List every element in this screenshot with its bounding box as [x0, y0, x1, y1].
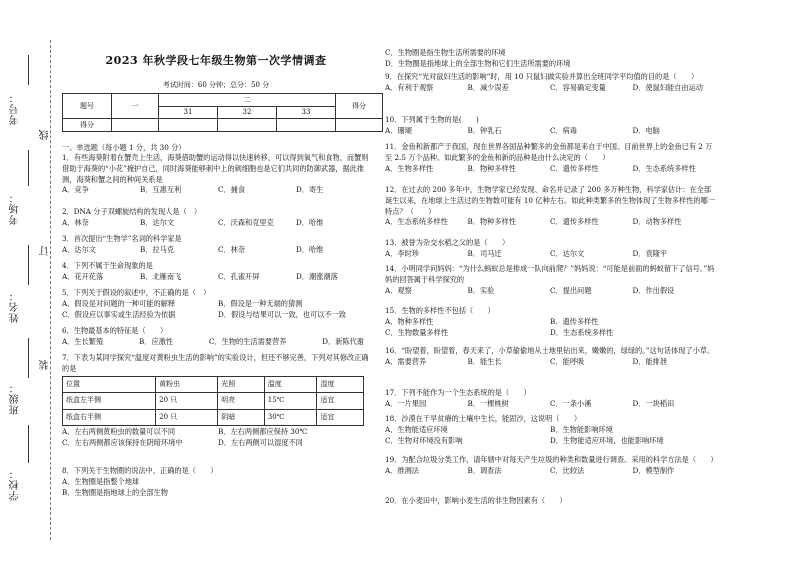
question-8: [62, 466, 374, 498]
question-stem: 17．下列不能作为一个生态系统的是（ ）: [385, 388, 531, 397]
option-d[interactable]: D．一块稻田: [632, 398, 675, 408]
option-d[interactable]: D．模型制作: [632, 465, 675, 475]
table-cell: 30℃: [264, 409, 317, 426]
option-c[interactable]: C．提出问题: [550, 285, 592, 295]
option-a[interactable]: A．达尔文: [62, 244, 96, 254]
score-cell[interactable]: [336, 119, 383, 132]
option-c[interactable]: C．生物圈是指生物生活所需要的环境: [385, 48, 506, 57]
option-d[interactable]: D．袁隆平: [632, 248, 668, 258]
question-stem: 11．金鱼和新都产于我国，现在世界各国品种繁多的金鱼都是来自于中国。目前世界上的金鱼已有 2 万至 2.5 万个品种。如此繁多的金鱼和新的品种是由什么决定的（ ）: [385, 142, 713, 162]
fold-char-line: 线: [40, 130, 51, 140]
option-c[interactable]: C．生物的生活需要营养: [209, 336, 287, 346]
question-17: [385, 388, 715, 410]
seat-label: 考场：: [10, 192, 21, 225]
option-c[interactable]: C．比较法: [550, 465, 585, 475]
question-stem: 5．下列关于假设的叙述中，不正确的是（ ）: [62, 288, 211, 297]
score-header-tihao: 题号: [63, 94, 112, 119]
question-13: [385, 238, 715, 260]
option-c[interactable]: C．孔雀开屏: [218, 271, 260, 281]
question-stem: 20．在小麦田中，影响小麦生活的非生物因素有（ ）: [385, 496, 567, 505]
option-c[interactable]: C．病毒: [550, 125, 578, 135]
table-cell: 纸盒左半侧: [63, 393, 156, 410]
fold-char-bind: 订: [40, 246, 51, 256]
question-stem: 7．下表为某同学探究“温度对黄粉虫生活的影响”的实验设计，但还不够完善，下列对其修改正确的是: [62, 353, 369, 373]
table-cell: 纸盒右半侧: [63, 409, 156, 426]
question-16: [385, 346, 715, 368]
option-b[interactable]: B．物种多样性: [467, 163, 516, 173]
option-a[interactable]: A．竞争: [62, 185, 89, 195]
question-stem: 12．在过去的 200 多年中，生物学家已经发现、命名并记录了 200 多万种生物，科学家估计：在全部诞生以来，在地球上生活过的生物数可能有 10 亿种左右。如此种类繁多的生物体现了生物多样性的哪一特点？（ ）: [385, 185, 715, 216]
option-a[interactable]: A．生态系统多样性: [385, 217, 448, 227]
score-row-label: 得分: [63, 119, 112, 132]
score-header-er: 二: [159, 94, 336, 107]
option-d[interactable]: D．新陈代谢: [322, 336, 364, 346]
option-d[interactable]: D．潮涨潮落: [296, 271, 338, 281]
question-19: [385, 455, 718, 477]
question-8-continued: [385, 48, 715, 70]
option-d[interactable]: D．使鼠妇能自由运动: [632, 82, 703, 92]
name-label: 姓名：: [10, 290, 21, 323]
table-cell: 20 只: [156, 393, 218, 410]
question-stem: 8．下列关于生物圈的说法中，正确的是（ ）: [62, 466, 218, 475]
option-c[interactable]: C．生物对环境没有影响: [385, 435, 463, 445]
option-b[interactable]: B．拉马克: [140, 244, 175, 254]
question-stem: 14．小明同学问妈妈：“为什么蚂蚁总是排成一队向前爬？”妈妈说：“可能是前面的蚂蚁留下了信号。”妈妈的回答属于科学探究的: [385, 264, 715, 284]
score-cell[interactable]: [159, 119, 218, 132]
binding-margin: [0, 0, 60, 562]
option-a[interactable]: A．生物多样性: [385, 163, 434, 173]
experiment-table: [62, 376, 364, 427]
question-9: [385, 72, 715, 94]
question-1: [62, 153, 374, 196]
option-a[interactable]: A．一片果园: [385, 398, 427, 408]
option-a[interactable]: A．推测法: [385, 465, 419, 475]
question-7: [62, 353, 374, 449]
class-label: 班级：: [10, 382, 21, 415]
option-b[interactable]: B．物种多样性: [467, 217, 516, 227]
option-b[interactable]: B．生物能影响环境: [550, 424, 613, 434]
score-col-32: 32: [218, 106, 277, 119]
table-cell: 明亮: [218, 393, 265, 410]
question-11: [385, 142, 715, 174]
option-d[interactable]: D．假设与结果可以一致，也可以不一致: [218, 309, 346, 319]
school-label: 学校：: [10, 468, 21, 501]
option-a[interactable]: A．物种多样性: [385, 316, 434, 326]
option-c[interactable]: C．林奈: [218, 244, 246, 254]
exam-subtitle: 考试时间：60 分钟；总分：50 分: [162, 81, 270, 89]
question-stem: 1．有些海葵附着在蟹壳上生活，海葵借助蟹的运动得以快速转移，可以得到氧气和食物，而蟹则借助于海葵的“小花”掩护自己，同时海葵能够刺中上的刺细胞也是它们共同的防御武器，据此推测，海葵和蟹之间的种间关系是: [62, 153, 369, 184]
option-d[interactable]: D．生态系统多样性: [550, 327, 614, 337]
option-d[interactable]: D．生物能适应环境，也能影响环境: [550, 435, 664, 445]
option-b[interactable]: B．北雁南飞: [140, 271, 182, 281]
option-d[interactable]: D．作出假设: [632, 285, 675, 295]
question-10: [385, 115, 715, 137]
option-c[interactable]: C．假设应以事实或生活经验为依据: [62, 309, 176, 319]
seat-line: [28, 150, 29, 186]
question-stem: 18．沙漠在干旱贫瘠的土壤中生长，能固沙，这说明（ ）: [385, 414, 582, 423]
option-b[interactable]: B．互惠互利: [140, 185, 182, 195]
table-header: 湿度: [317, 376, 364, 393]
option-c[interactable]: C．容易确定变量: [550, 82, 606, 92]
option-a[interactable]: A．生长繁殖: [62, 336, 104, 346]
score-cell[interactable]: [112, 119, 159, 132]
option-b[interactable]: B．假设是一种无端的猜测: [218, 298, 303, 308]
option-b[interactable]: B．减少误差: [467, 82, 509, 92]
option-a[interactable]: A．生物圈是指整个地球: [62, 476, 140, 486]
option-b[interactable]: B．左右两侧都应保持 30℃: [218, 427, 308, 437]
question-5: [62, 288, 374, 320]
score-header-defen: 得分: [336, 94, 383, 119]
section-heading: 一、单选题（每小题 1 分，共 30 分）: [62, 143, 186, 152]
score-cell[interactable]: [218, 119, 277, 132]
option-b[interactable]: B．达尔文: [140, 217, 175, 227]
table-cell: 15℃: [264, 393, 317, 410]
option-b[interactable]: B．一棵桃树: [467, 398, 509, 408]
table-header: 位置: [63, 376, 156, 393]
table-cell: 阴暗: [218, 409, 265, 426]
question-4: [62, 261, 374, 283]
option-b[interactable]: B．钟乳石: [467, 125, 502, 135]
option-d[interactable]: D．动物多样性: [632, 217, 682, 227]
option-d[interactable]: D．寄生: [296, 185, 324, 195]
question-12: [385, 185, 715, 228]
option-b[interactable]: B．调查法: [467, 465, 502, 475]
option-d[interactable]: D．生物圈是指地球上的全部生物和它们生活所需要的环境: [385, 58, 571, 68]
option-d[interactable]: D．哈维: [296, 217, 324, 227]
exam-title: 2023 年秋学段七年级生物第一次学情调查: [105, 54, 327, 67]
option-a[interactable]: A．假设是对问题的一种可能的解释: [62, 298, 176, 308]
question-stem: 10．下列属于生物的是( ): [385, 115, 479, 124]
option-c[interactable]: C．生物数量多样性: [385, 327, 449, 337]
score-table: [62, 93, 383, 132]
table-header: 光照: [218, 376, 265, 393]
question-stem: 16．“盼望着，盼望着，春天来了，小草偷偷地从土地里钻出来，嫩嫩的，绿绿的。”这句话体现了小草。: [385, 346, 715, 355]
question-stem: 15．生物的多样性不包括（ ）: [385, 306, 495, 315]
exam-number-label: 考号：: [10, 92, 21, 125]
option-b[interactable]: B．遗传多样性: [550, 316, 599, 326]
question-6: [62, 326, 374, 348]
option-a[interactable]: A．需要营养: [385, 356, 427, 366]
table-cell: 适宜: [317, 393, 364, 410]
question-stem: 6．生物最基本的特征是（ ）: [62, 326, 168, 335]
option-d[interactable]: D．电脑: [632, 125, 660, 135]
option-c[interactable]: C．能呼吸: [550, 356, 585, 366]
question-stem: 3．首次提出“生物学”名词的科学家是: [62, 234, 182, 243]
score-col-31: 31: [159, 106, 218, 119]
question-18: [385, 414, 715, 446]
option-d[interactable]: D．生态系统多样性: [632, 163, 696, 173]
option-a[interactable]: A．珊瑚: [385, 125, 412, 135]
option-a[interactable]: A．有利于观察: [385, 82, 434, 92]
option-b[interactable]: B．应激性: [139, 336, 174, 346]
score-col-33: 33: [277, 106, 336, 119]
table-header: 温度: [264, 376, 317, 393]
option-a[interactable]: A．左右两侧黄粉虫的数量可以不同: [62, 427, 176, 437]
option-c[interactable]: C．左右两侧都应该保持在阴暗环境中: [62, 437, 183, 447]
option-b[interactable]: B．能生长: [467, 356, 502, 366]
option-a[interactable]: A．李时珍: [385, 248, 419, 258]
question-stem: 9．在探究“光对鼠妇生活的影响”时，用 10 只鼠妇做实验并算出全班同学平均值的目的是（ ）: [385, 72, 699, 81]
question-15: [385, 306, 715, 338]
question-stem: 19．为配合垃圾分类工作，请年辖中对每天产生垃圾的种类和数量进行调查。采用的科学方法是（ ）: [385, 455, 718, 464]
option-d[interactable]: D．哈维: [296, 244, 324, 254]
score-header-yi: 一: [112, 94, 159, 119]
option-b[interactable]: B．生物圈是指地球上的全部生物: [62, 487, 168, 497]
fold-char-fold: 装: [40, 360, 51, 370]
option-d[interactable]: D．左右两侧可以湿度不同: [218, 437, 303, 447]
question-14: [385, 264, 715, 296]
question-2: [62, 207, 374, 229]
option-a[interactable]: A．观察: [385, 285, 412, 295]
exam-number-line: [28, 55, 29, 85]
option-c[interactable]: C．捕食: [218, 185, 246, 195]
question-stem: 2．DNA 分子双螺旋结构的发现人是（ ）: [62, 207, 202, 216]
question-stem: 4．下列不属于生命现象的是: [62, 261, 153, 270]
question-3: [62, 234, 374, 256]
question-stem: 13．被誉为杂交水稻之父的是（ ）: [385, 238, 510, 247]
option-a[interactable]: A．林奈: [62, 217, 89, 227]
question-20: [385, 496, 715, 507]
table-header: 黄粉虫: [156, 376, 218, 393]
score-cell[interactable]: [277, 119, 336, 132]
option-c[interactable]: C．遗传多样性: [550, 217, 599, 227]
option-c[interactable]: C．沃森和克里克: [218, 217, 274, 227]
class-line: [28, 338, 29, 378]
option-c[interactable]: C．遗传多样性: [550, 163, 599, 173]
school-line: [28, 425, 29, 463]
table-cell: 20 只: [156, 409, 218, 426]
option-a[interactable]: A．生物能适应环境: [385, 424, 448, 434]
fold-line: [50, 40, 51, 540]
option-b[interactable]: B．司马迁: [467, 248, 502, 258]
option-c[interactable]: C．一条小溪: [550, 398, 592, 408]
option-a[interactable]: A．花开花落: [62, 271, 104, 281]
table-cell: 适宜: [317, 409, 364, 426]
name-line: [28, 245, 29, 285]
option-b[interactable]: B．实验: [467, 285, 495, 295]
option-d[interactable]: D．能排泄: [632, 356, 668, 366]
option-c[interactable]: C．达尔文: [550, 248, 585, 258]
